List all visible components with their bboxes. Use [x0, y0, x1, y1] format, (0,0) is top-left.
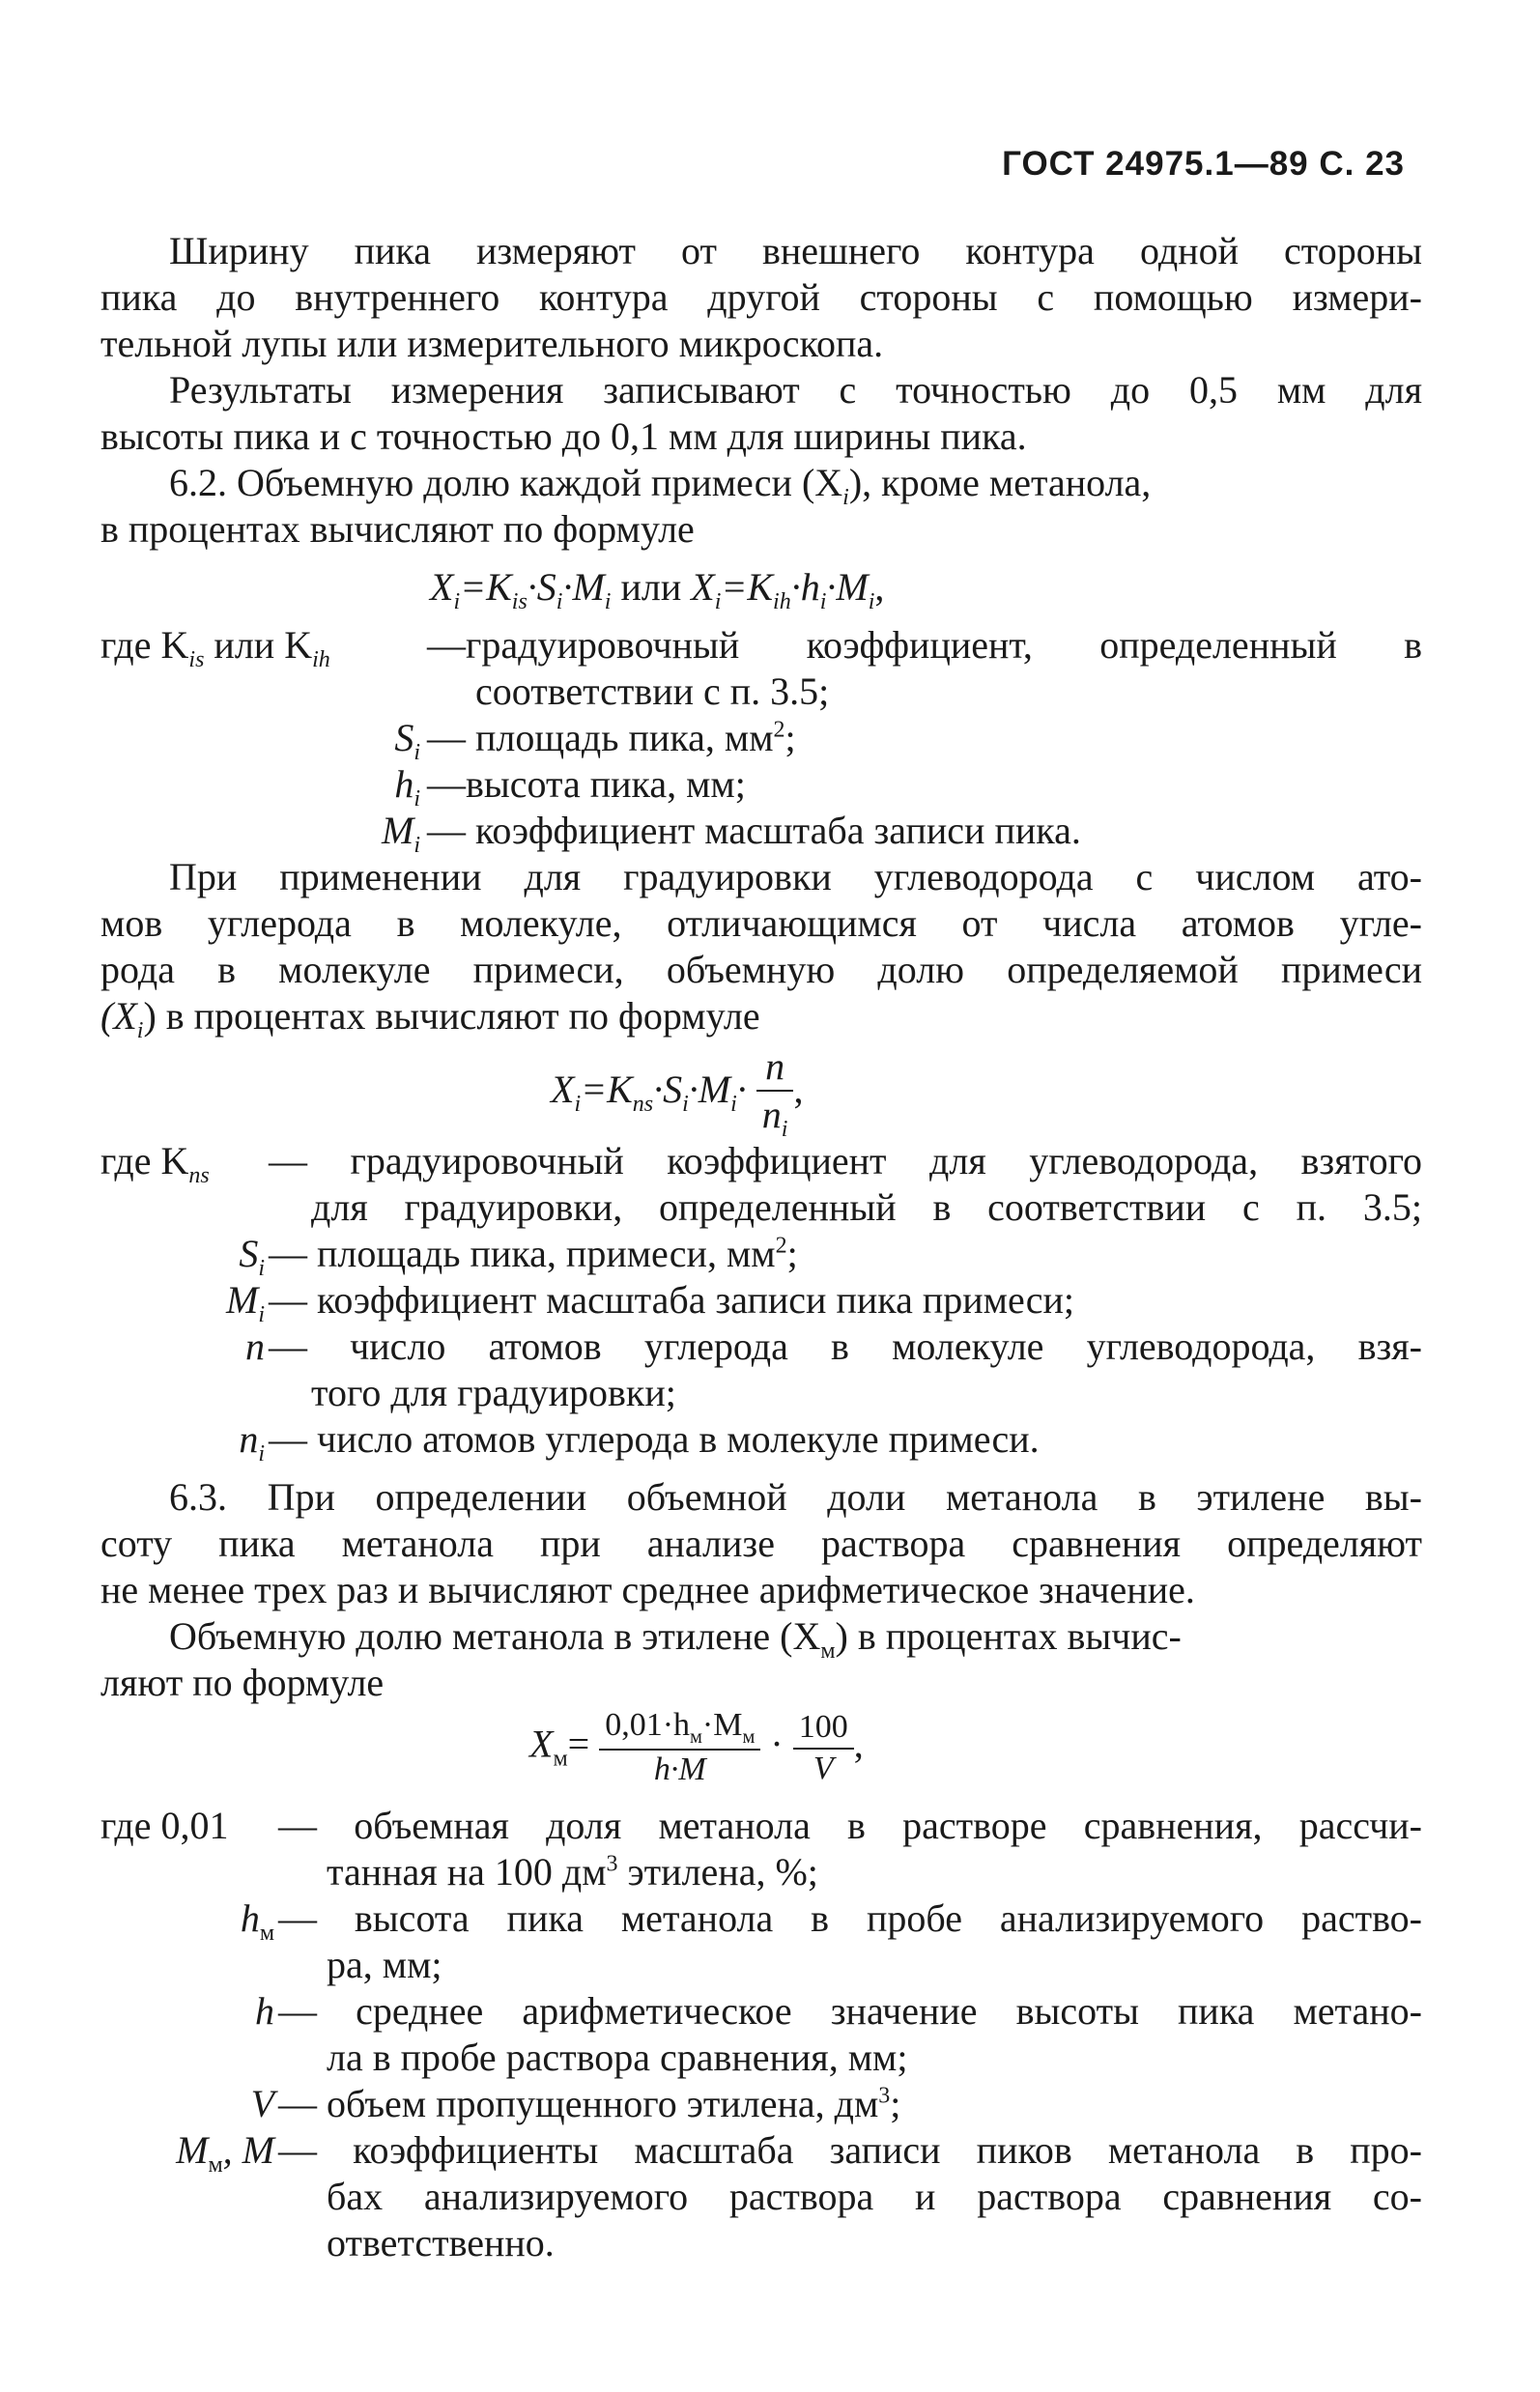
para3-text-a: 6.2. Объемную долю каждой примеси (X [169, 461, 843, 504]
para3-line1 [169, 460, 1422, 511]
where1-def-4: —высота пика, мм; [427, 762, 746, 806]
para4-line1: При применении для градуировки углеводорода с числом ато- [169, 855, 1422, 898]
where1-sym-M: $M_i$ [382, 809, 420, 858]
where2-def-6: того для градуировки; [311, 1371, 676, 1414]
where2-def-4: — коэффициент масштаба записи пика примеси; [269, 1278, 1075, 1322]
where3-def-5: — среднее арифметическое значение высоты пика метано- [278, 1989, 1422, 2033]
where3-def-7: — объем пропущенного этилена, $дм^3$; [278, 2082, 901, 2125]
where1-def-2: соответствии с п. 3.5; [475, 669, 830, 713]
where2-def-3: — площадь пика, примеси, $мм^2$; [269, 1232, 798, 1275]
where2-sym-n: n [245, 1324, 265, 1368]
where2-def-1: — градуировочный коэффициент для углеводорода, взятого [269, 1139, 1422, 1182]
where2-def-2: для градуировки, определенный в соответствии с п. 3.5; [311, 1185, 1422, 1229]
para4-line2: мов углерода в молекуле, отличающимся от числа атомов угле- [100, 901, 1422, 945]
where2-sym-M: $M_i$ [226, 1278, 265, 1327]
where2-def-5: — число атомов углерода в молекуле углеводорода, взя- [269, 1324, 1422, 1368]
formula-3: $X_м=$ $\frac{0,01\cdot h_м\cdot M_м}{h\cdot M}$ · $\frac{100}{V}$ , [529, 1707, 864, 1788]
page-header: ГОСТ 24975.1—89 С. 23 [1002, 145, 1405, 183]
para1-line2: пика до внутреннего контура другой стороны с помощью измери- [100, 275, 1422, 319]
where3-def-6: ла в пробе раствора сравнения, мм; [327, 2036, 908, 2079]
where3-def-9: бах анализируемого раствора и раствора сравнения со- [327, 2175, 1422, 2218]
para3-sub: i [842, 485, 849, 510]
where3-def-2: танная на 100 $дм^3$ этилена, %; [327, 1850, 818, 1894]
para5-line1: 6.3. При определении объемной доли метанола в этилене вы- [169, 1475, 1422, 1519]
para3-line2: в процентах вычисляют по формуле [100, 507, 695, 551]
where1-def-1: —градуировочный коэффициент, определенный в [427, 623, 1422, 667]
where1-def-3: — площадь пика, $мм^2$; [427, 716, 796, 759]
where1-sym-h: $h_i$ [394, 762, 420, 812]
para3-text-b: ), кроме метанола, [848, 461, 1152, 504]
where2-lead: где $K_{ns}$ [100, 1139, 210, 1188]
where3-lead: где 0,01 [100, 1804, 229, 1847]
where3-sym-V: V [250, 2082, 274, 2125]
para4-line4: $(X_i)$ в процентах вычисляют по формуле [100, 994, 760, 1043]
para4-line3: рода в молекуле примеси, объемную долю определяемой примеси [100, 948, 1422, 991]
where1-lead: где $K_{is}$ или $K_{ih}$ [100, 623, 330, 672]
para2-line2: высоты пика и с точностью до 0,1 мм для ширины пика. [100, 414, 1027, 458]
para5-line2: соту пика метанола при анализе раствора сравнения определяют [100, 1522, 1422, 1565]
where3-def-10: ответственно. [327, 2221, 555, 2264]
where2-sym-ni: $n_i$ [239, 1417, 265, 1467]
where2-def-7: — число атомов углерода в молекуле примеси. [269, 1417, 1040, 1461]
where3-sym-M: $M_м$, M [176, 2128, 274, 2178]
para1-line1: Ширину пика измеряют от внешнего контура одной стороны [169, 229, 1422, 272]
para1-line3: тельной лупы или измерительного микроскопа. [100, 322, 884, 365]
where3-def-3: — высота пика метанола в пробе анализируемого раство- [278, 1896, 1422, 1940]
para6-line2: ляют по формуле [100, 1661, 385, 1704]
formula-2: $X_i=K_{ns}\cdot S_i\cdot M_i\cdot$ $\frac{n}{n_i}$ , [551, 1044, 804, 1142]
where3-def-4: ра, мм; [327, 1943, 442, 1986]
para2-line1: Результаты измерения записывают с точностью до 0,5 мм для [169, 368, 1422, 412]
where3-def-8: — коэффициенты масштаба записи пиков метанола в про- [278, 2128, 1422, 2172]
where1-def-5: — коэффициент масштаба записи пика. [427, 809, 1081, 852]
where3-sym-h: h [255, 1989, 274, 2033]
para5-line3: не менее трех раз и вычисляют среднее арифметическое значение. [100, 1568, 1195, 1611]
where2-sym-S: $S_i$ [239, 1232, 265, 1281]
formula-1: $X_i=K_{is}\cdot S_i\cdot M_i$ или $X_i=K_{ih}\cdot h_i\cdot M_i$, [430, 565, 885, 614]
para6-line1: Объемную долю метанола в этилене $(X_м)$ в процентах вычис- [169, 1614, 1182, 1664]
where1-sym-S: $S_i$ [394, 716, 420, 765]
where3-def-1: — объемная доля метанола в растворе сравнения, рассчи- [278, 1804, 1422, 1847]
where3-sym-hm: $h_м$ [240, 1896, 274, 1946]
